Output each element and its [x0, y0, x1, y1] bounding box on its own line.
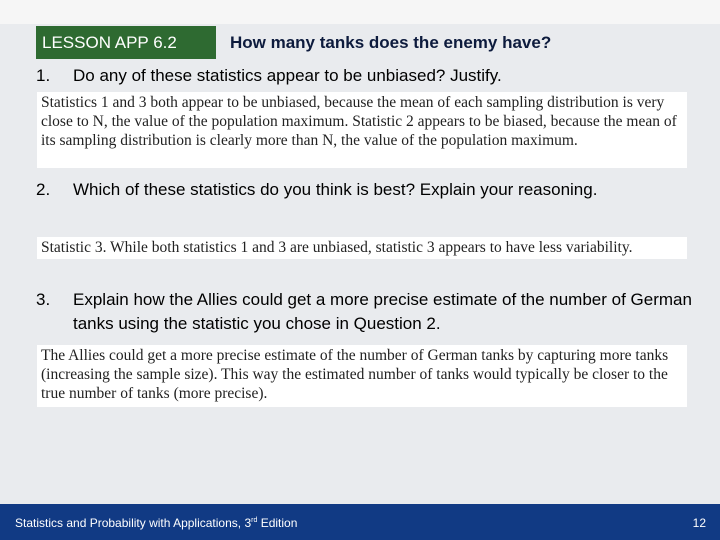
footer-book-title: Statistics and Probability with Applications, 3rd Edition	[15, 516, 298, 530]
question-number: 2.	[36, 180, 51, 199]
footer-bar	[0, 504, 720, 540]
question-text: Do any of these statistics appear to be unbiased? Justify.	[73, 66, 502, 85]
top-bar	[0, 0, 720, 24]
question-number: 1.	[36, 66, 51, 85]
answer-1: Statistics 1 and 3 both appear to be unbiased, because the mean of each sampling distribution is very close to N, the value of the population maximum. Statistic 2 appears to be biased, because the mean of its sampling distribution is clearly more than N, the value of the population maximum.	[37, 92, 687, 168]
answer-3: The Allies could get a more precise estimate of the number of German tanks by capturing more tanks (increasing the sample size). This way the estimated number of tanks would typically be closer to the true number of tanks (more precise).	[37, 345, 687, 407]
answer-2: Statistic 3. While both statistics 1 and 3 are unbiased, statistic 3 appears to have less variability.	[37, 237, 687, 259]
question-number: 3.	[36, 290, 51, 309]
lesson-badge: LESSON APP 6.2	[36, 26, 216, 59]
page-number: 12	[692, 516, 706, 530]
question-text: Explain how the Allies could get a more precise estimate of the number of German tanks using the statistic you chose in Question 2.	[73, 290, 692, 333]
slide-title: How many tanks does the enemy have?	[230, 33, 552, 52]
question-text: Which of these statistics do you think is best? Explain your reasoning.	[73, 180, 598, 199]
